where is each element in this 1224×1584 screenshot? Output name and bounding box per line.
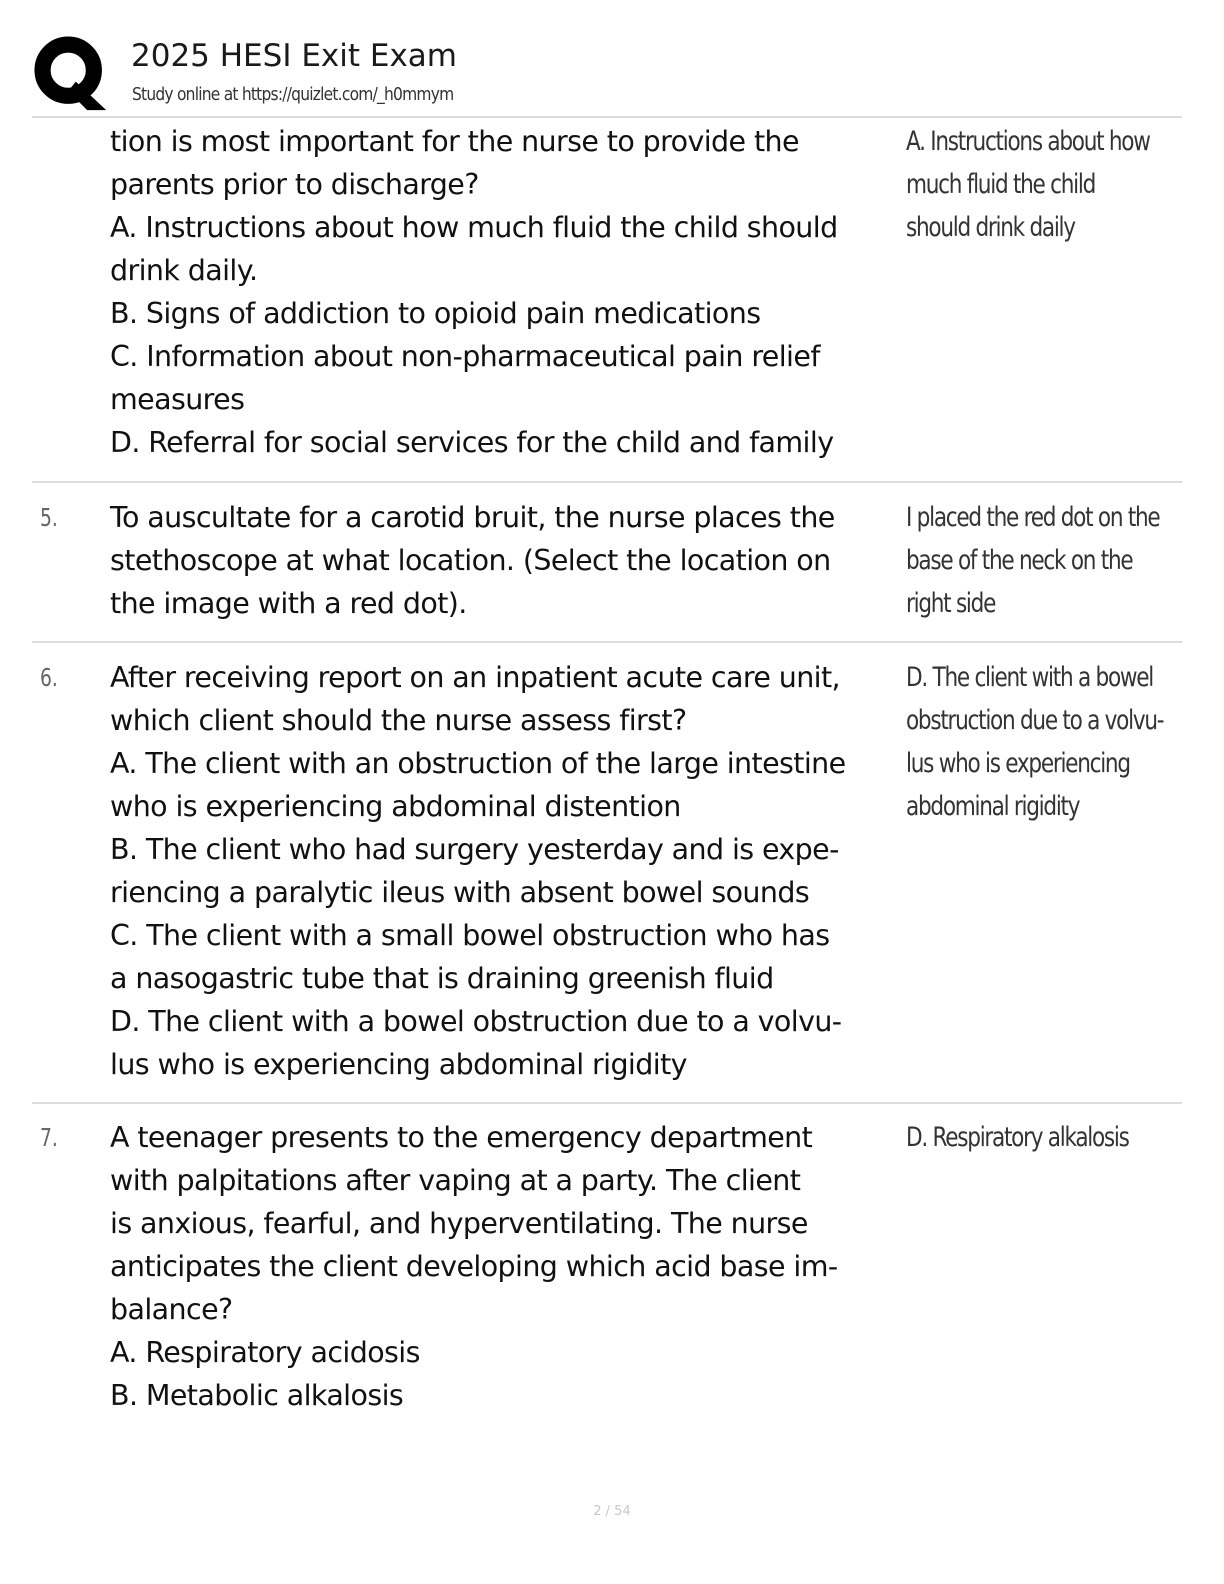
question-text: [110, 656, 910, 1086]
question-line: B. The client who had surgery yesterday and is expe-: [110, 833, 839, 866]
answer-text: [906, 1116, 1176, 1159]
answer-line: much fluid the child: [906, 169, 1096, 200]
page-header: [30, 34, 1190, 114]
answer-line: lus who is experiencing: [906, 748, 1130, 779]
question-line: balance?: [110, 1293, 233, 1326]
question-line: D. The client with a bowel obstruction due to a volvu-: [110, 1005, 842, 1038]
question-line: measures: [110, 383, 245, 416]
question-line: B. Signs of addiction to opioid pain medications: [110, 297, 761, 330]
question-line: A teenager presents to the emergency department: [110, 1121, 813, 1154]
answer-text: [906, 496, 1176, 625]
answer-line: D. The client with a bowel: [906, 662, 1153, 693]
question-number: 7.: [40, 1123, 58, 1152]
question-number: 5.: [40, 503, 58, 532]
quizlet-logo-icon[interactable]: [34, 36, 110, 112]
question-line: a nasogastric tube that is draining greenish fluid: [110, 962, 774, 995]
study-online-link[interactable]: Study online at https://quizlet.com/_h0mmym: [132, 84, 454, 105]
question-line: A. The client with an obstruction of the large intestine: [110, 747, 846, 780]
question-text: [110, 1116, 910, 1417]
question-line: C. The client with a small bowel obstruction who has: [110, 919, 830, 952]
question-line: lus who is experiencing abdominal rigidity: [110, 1048, 687, 1081]
page-number: 2 / 54: [593, 1504, 631, 1519]
question-line: tion is most important for the nurse to provide the: [110, 125, 799, 158]
question-line: stethoscope at what location. (Select the location on: [110, 544, 831, 577]
question-text: [110, 496, 910, 625]
divider: [32, 481, 1182, 483]
answer-line: should drink daily: [906, 212, 1075, 243]
divider: [32, 1102, 1182, 1104]
question-line: which client should the nurse assess first?: [110, 704, 687, 737]
question-line: parents prior to discharge?: [110, 168, 479, 201]
question-line: with palpitations after vaping at a party. The client: [110, 1164, 801, 1197]
question-line: D. Referral for social services for the child and family: [110, 426, 834, 459]
divider: [32, 116, 1182, 118]
question-line: A. Respiratory acidosis: [110, 1336, 420, 1369]
answer-line: I placed the red dot on the: [906, 502, 1160, 533]
answer-text: [906, 656, 1176, 828]
document-title: 2025 HESI Exit Exam: [131, 38, 457, 74]
answer-line: D. Respiratory alkalosis: [906, 1122, 1129, 1153]
question-line: To auscultate for a carotid bruit, the nurse places the: [110, 501, 835, 534]
question-line: anticipates the client developing which acid base im-: [110, 1250, 838, 1283]
question-line: the image with a red dot).: [110, 587, 467, 620]
divider: [32, 641, 1182, 643]
answer-line: abdominal rigidity: [906, 791, 1080, 822]
question-line: riencing a paralytic ileus with absent bowel sounds: [110, 876, 810, 909]
question-line: is anxious, fearful, and hyperventilating. The nurse: [110, 1207, 808, 1240]
question-line: C. Information about non-pharmaceutical pain relief: [110, 340, 820, 373]
answer-line: A. Instructions about how: [906, 126, 1150, 157]
question-line: who is experiencing abdominal distention: [110, 790, 681, 823]
question-line: drink daily.: [110, 254, 258, 287]
answer-line: obstruction due to a volvu-: [906, 705, 1164, 736]
question-text: [110, 120, 910, 464]
answer-line: right side: [906, 588, 996, 619]
question-number: 6.: [40, 663, 58, 692]
question-line: After receiving report on an inpatient acute care unit,: [110, 661, 841, 694]
answer-line: base of the neck on the: [906, 545, 1133, 576]
question-line: B. Metabolic alkalosis: [110, 1379, 404, 1412]
question-line: A. Instructions about how much fluid the child should: [110, 211, 838, 244]
answer-text: [906, 120, 1176, 249]
